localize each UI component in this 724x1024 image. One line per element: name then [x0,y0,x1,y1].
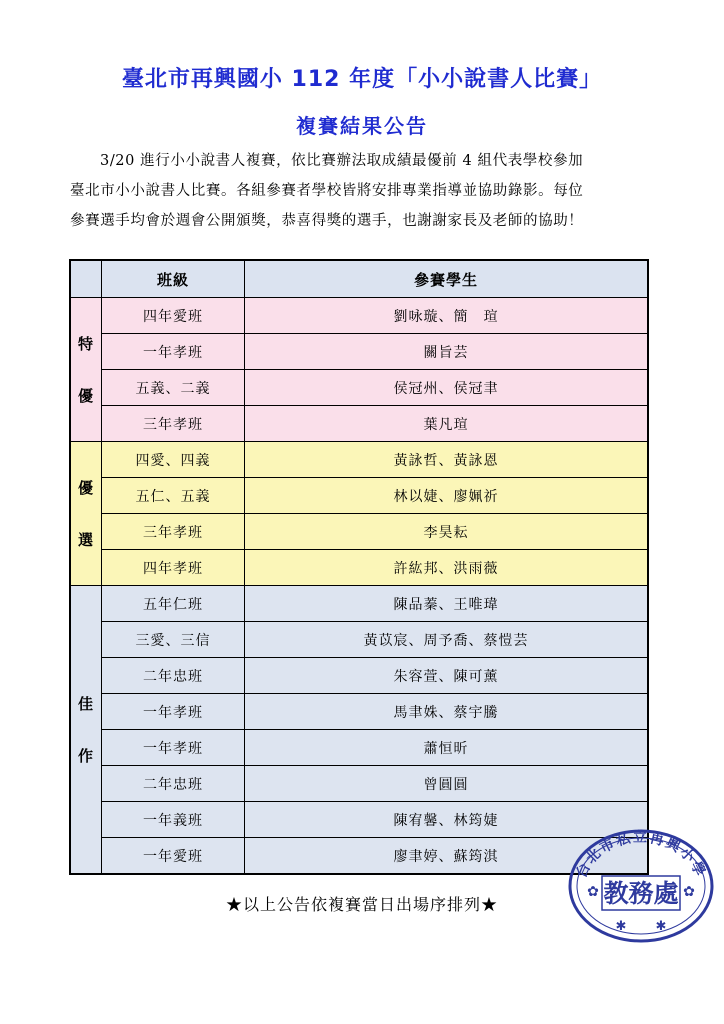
students-cell: 黃詠哲、黃詠恩 [245,442,649,478]
svg-text:✱: ✱ [655,919,667,934]
table-row [70,586,648,622]
class-cell: 三年孝班 [102,406,245,442]
page-subtitle: 複賽結果公告 [296,114,428,138]
table-row [70,658,648,694]
table-row [70,370,648,406]
award-category-2: 優 選 [70,442,102,586]
students-cell: 陳宥馨、林筠婕 [245,802,649,838]
intro-line: 參賽選手均會於週會公開頒獎，恭喜得獎的選手，也謝謝家長及老師的協助！ [70,213,584,229]
students-cell: 廖聿婷、蘇筠淇 [245,838,649,875]
class-cell: 一年孝班 [102,334,245,370]
table-row [70,478,648,514]
table-row [70,622,648,658]
table-row [70,838,648,875]
seal-ring-text: 台北市私立再興小學 [573,830,709,881]
table-row [70,730,648,766]
svg-text:✿: ✿ [683,884,695,900]
students-cell: 黃苡宸、周予喬、蔡愷芸 [245,622,649,658]
footer-note: ★以上公告依複賽當日出場序排列★ [225,895,498,914]
svg-text:✿: ✿ [587,884,599,900]
table-row [70,334,648,370]
intro-paragraph [70,146,650,236]
class-cell: 五年仁班 [102,586,245,622]
intro-line: 3/20 進行小小說書人複賽，依比賽辦法取成績最優前 4 組代表學校參加 [100,153,584,169]
students-cell: 陳品蓁、王唯瑋 [245,586,649,622]
class-cell: 二年忠班 [102,658,245,694]
award-category-1: 特 優 [70,298,102,442]
students-cell: 林以婕、廖姵祈 [245,478,649,514]
class-cell: 四年愛班 [102,298,245,334]
class-cell: 三愛、三信 [102,622,245,658]
class-cell: 五義、二義 [102,370,245,406]
class-cell: 一年孝班 [102,694,245,730]
students-cell: 李昊耘 [245,514,649,550]
table-row [70,406,648,442]
header-class: 班級 [102,260,245,298]
students-cell: 侯冠州、侯冠聿 [245,370,649,406]
students-cell: 朱容萱、陳可薰 [245,658,649,694]
students-cell: 關旨芸 [245,334,649,370]
intro-line: 臺北市小小說書人比賽。各組參賽者學校皆將安排專業指導並協助錄影。每位 [70,183,584,199]
class-cell: 一年義班 [102,802,245,838]
office-seal-stamp [566,826,716,944]
page-title: 臺北市再興國小 112 年度「小小說書人比賽」 [121,67,603,92]
students-cell: 曾圓圓 [245,766,649,802]
table-row [70,442,648,478]
results-table [69,259,649,875]
students-cell: 劉咏璇、簡 瑄 [245,298,649,334]
table-row [70,298,648,334]
svg-text:台北市私立再興小學 [573,829,710,880]
table-row [70,802,648,838]
table-row [70,514,648,550]
class-cell: 一年愛班 [102,838,245,875]
svg-text:✱: ✱ [615,919,627,934]
class-cell: 四愛、四義 [102,442,245,478]
table-row [70,694,648,730]
award-category-3: 佳 作 [70,586,102,875]
students-cell: 蕭恒昕 [245,730,649,766]
class-cell: 三年孝班 [102,514,245,550]
class-cell: 四年孝班 [102,550,245,586]
table-row [70,766,648,802]
students-cell: 馬聿姝、蔡宇騰 [245,694,649,730]
seal-center-text: 教務處 [603,879,679,908]
students-cell: 葉凡瑄 [245,406,649,442]
class-cell: 一年孝班 [102,730,245,766]
class-cell: 二年忠班 [102,766,245,802]
students-cell: 許紘邦、洪雨薇 [245,550,649,586]
table-header-row [70,260,648,298]
table-row [70,550,648,586]
header-students: 參賽學生 [245,260,649,298]
header-category-cell [70,260,102,298]
class-cell: 五仁、五義 [102,478,245,514]
